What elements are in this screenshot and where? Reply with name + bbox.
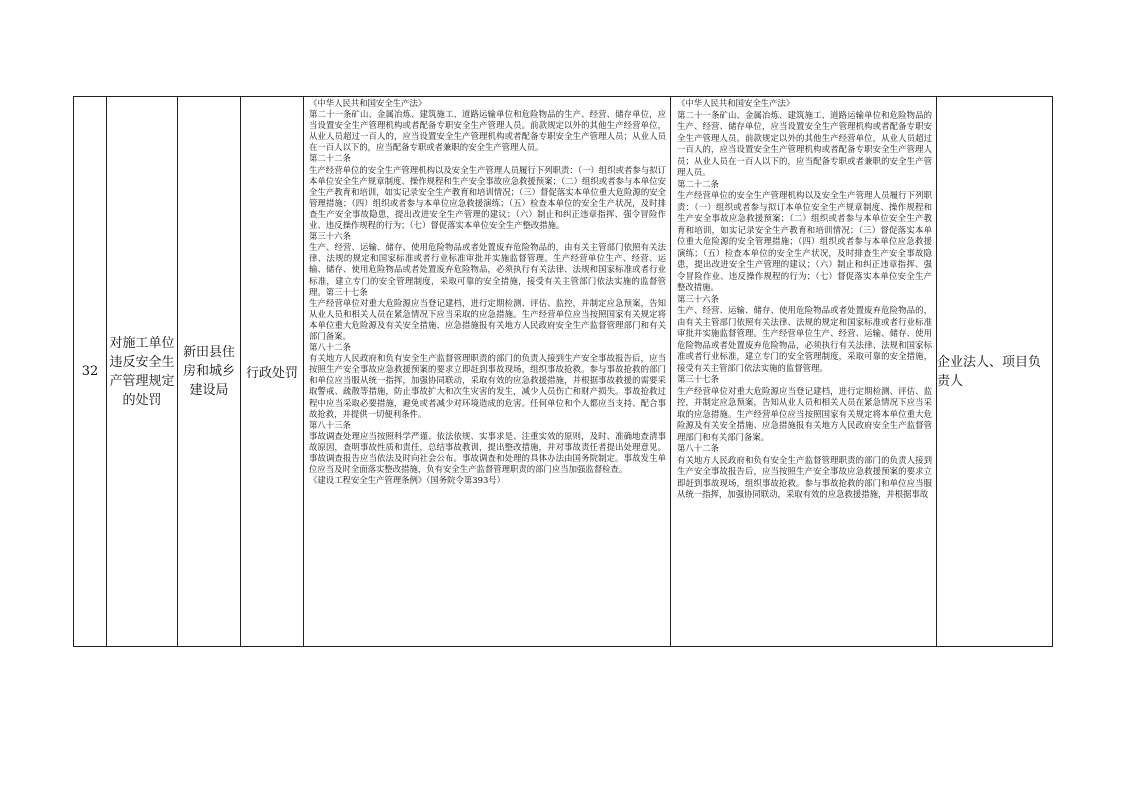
legal-basis-cell-2 [671,97,937,647]
basis-line: 《建设工程安全生产管理条例》（国务院令第393号） [309,475,506,486]
legal-basis-text [304,97,670,646]
enforcement-table [73,96,1053,647]
basis-line: 《中华人民共和国安全生产法》 [677,98,795,108]
basis-line: 生产经营单位的安全生产管理机构以及安全生产管理人员履行下列职责：（一）组织或者参与拟订本单位安全生产规章制度、操作规程和生产安全事故应急救援预案；（二）组织或者参与本单位安全生产教育和培训，如实记录安全生产教育和培训情况；（三）督促落实本单位重大危险源的安全管理措施；（四）组织或者参与本单位应急救援演练；（五）检查本单位的安全生产状况，及时排查生产安全事故隐患，提出改进安全生产管理的建议；（六）制止和纠正违章指挥、强令冒险作业、违反操作规程的行为；（七）督促落实本单位安全生产整改措施。 [677,190,932,292]
item-name: 对施工单位违反安全生产管理规定的处罚 [107,97,178,647]
power-type: 行政处罚 [241,97,304,647]
row-number: 32 [74,97,107,647]
basis-line: 第二十一条矿山、金属冶炼、建筑施工、道路运输单位和危险物品的生产、经营、储存单位，应当设置安全生产管理机构或者配备专职安全生产管理人员。前款规定以外的其他生产经营单位，从业人员超过一百人的，应当设置安全生产管理机构或者配备专职安全生产管理人员；从业人员在一百人以下的，应当配备专职或者兼职的安全生产管理人员。 [309,109,666,153]
responsible-subject: 企业法人、项目负责人 [937,97,1053,647]
basis-line: 生产、经营、运输、储存、使用危险物品或者处置废弃危险物品的，由有关主管部门依照有关法律、法规的规定和国家标准或者行业标准审批并实施监督管理。生产经营单位生产、经营、运输、储存、使用危险物品或者处置废弃危险物品，必须执行有关法律、法规和国家标准或者行业标准，建立专门的安全管理制度，采取可靠的安全措施，接受有关主管部门依法实施的监督管理。第三十七条 [309,242,666,297]
basis-line: 生产经营单位的安全生产管理机构以及安全生产管理人员履行下列职责：（一）组织或者参与拟订本单位安全生产规章制度、操作规程和生产安全事故应急救援预案；（二）组织或者参与本单位安全生产教育和培训，如实记录安全生产教育和培训情况；（三）督促落实本单位重大危险源的安全管理措施；（四）组织或者参与本单位应急救援演练；（五）检查本单位的安全生产状况，及时排查生产安全事故隐患，提出改进安全生产管理的建议；（六）制止和纠正违章指挥、强令冒险作业、违反操作规程的行为；（七）督促落实本单位安全生产整改措施。 [309,164,666,231]
basis-line: 生产经营单位对重大危险源应当登记建档，进行定期检测、评估、监控，并制定应急预案，告知从业人员和相关人员在紧急情况下应当采取的应急措施。生产经营单位应当按照国家有关规定将本单位重大危险源及有关安全措施、应急措施报有关地方人民政府安全生产监督管理部门和有关部门备案。 [309,297,666,341]
basis-line: 生产、经营、运输、储存、使用危险物品或者处置废弃危险物品的，由有关主管部门依照有关法律、法规的规定和国家标准或者行业标准审批并实施监督管理。生产经营单位生产、经营、运输、储存、使用危险物品或者处置废弃危险物品，必须执行有关法律、法规和国家标准或者行业标准，建立专门的安全管理制度，采取可靠的安全措施，接受有关主管部门依法实施的监督管理。 [677,305,932,373]
basis-line: 第八十二条 [309,342,351,353]
basis-line: 第二十二条 [309,153,351,164]
basis-line: 第八十三条 [309,419,351,430]
basis-line: 有关地方人民政府和负有安全生产监督管理职责的部门的负责人接到生产安全事故报告后，应当按照生产安全事故应急救援预案的要求立即赶到事故现场，组织事故抢救。参与事故抢救的部门和单位应当服从统一指挥，加强协同联动，采取有效的应急救援措施，并根据事故 [677,454,932,499]
table-row [74,97,1053,647]
basis-line: 生产经营单位对重大危险源应当登记建档，进行定期检测、评估、监控，并制定应急预案，告知从业人员和相关人员在紧急情况下应当采取的应急措施。生产经营单位应当按照国家有关规定将本单位重大危险源及有关安全措施、应急措施报有关地方人民政府安全生产监督管理部门和有关部门备案。 [677,385,932,442]
basis-line: 有关地方人民政府和负有安全生产监督管理职责的部门的负责人接到生产安全事故报告后，应当按照生产安全事故应急救援预案的要求立即赶到事故现场，组织事故抢救。参与事故抢救的部门和单位应当服从统一指挥，加强协同联动，采取有效的应急救援措施，并根据事故救援的需要采取警戒、疏散等措施，防止事故扩大和次生灾害的发生，减少人员伤亡和财产损失。事故抢救过程中应当采取必要措施，避免或者减少对环境造成的危害。任何单位和个人都应当支持、配合事故抢救，并提供一切便利条件。 [309,353,666,419]
basis-line: 《中华人民共和国安全生产法》 [309,98,427,108]
basis-line: 事故调查处理应当按照科学严谨、依法依规、实事求是、注重实效的原则，及时、准确地查清事故原因，查明事故性质和责任，总结事故教训，提出整改措施，并对事故责任者提出处理意见。事故调查报告应当依法及时向社会公布。事故调查和处理的具体办法由国务院制定。事故发生单位应当及时全面落实整改措施，负有安全生产监督管理职责的部门应当加强监督检查。 [309,430,666,475]
legal-basis-cell [304,97,671,647]
basis-line: 第二十二条 [677,178,719,189]
basis-line: 第三十六条 [677,293,719,304]
basis-line: 第三十七条 [677,374,719,384]
basis-line: 第八十二条 [677,443,719,453]
basis-line: 第二十一条矿山、金属冶炼、建筑施工、道路运输单位和危险物品的生产、经营、储存单位，应当设置安全生产管理机构或者配备专职安全生产管理人员。前款规定以外的其他生产经营单位，从业人员超过一百人的，应当设置安全生产管理机构或者配备专职安全生产管理人员；从业人员在一百人以下的，应当配备专职或者兼职的安全生产管理人员。 [677,109,932,177]
legal-basis-text-2 [671,97,936,646]
department: 新田县住房和城乡建设局 [178,97,241,647]
basis-line: 第三十六条 [309,231,351,242]
